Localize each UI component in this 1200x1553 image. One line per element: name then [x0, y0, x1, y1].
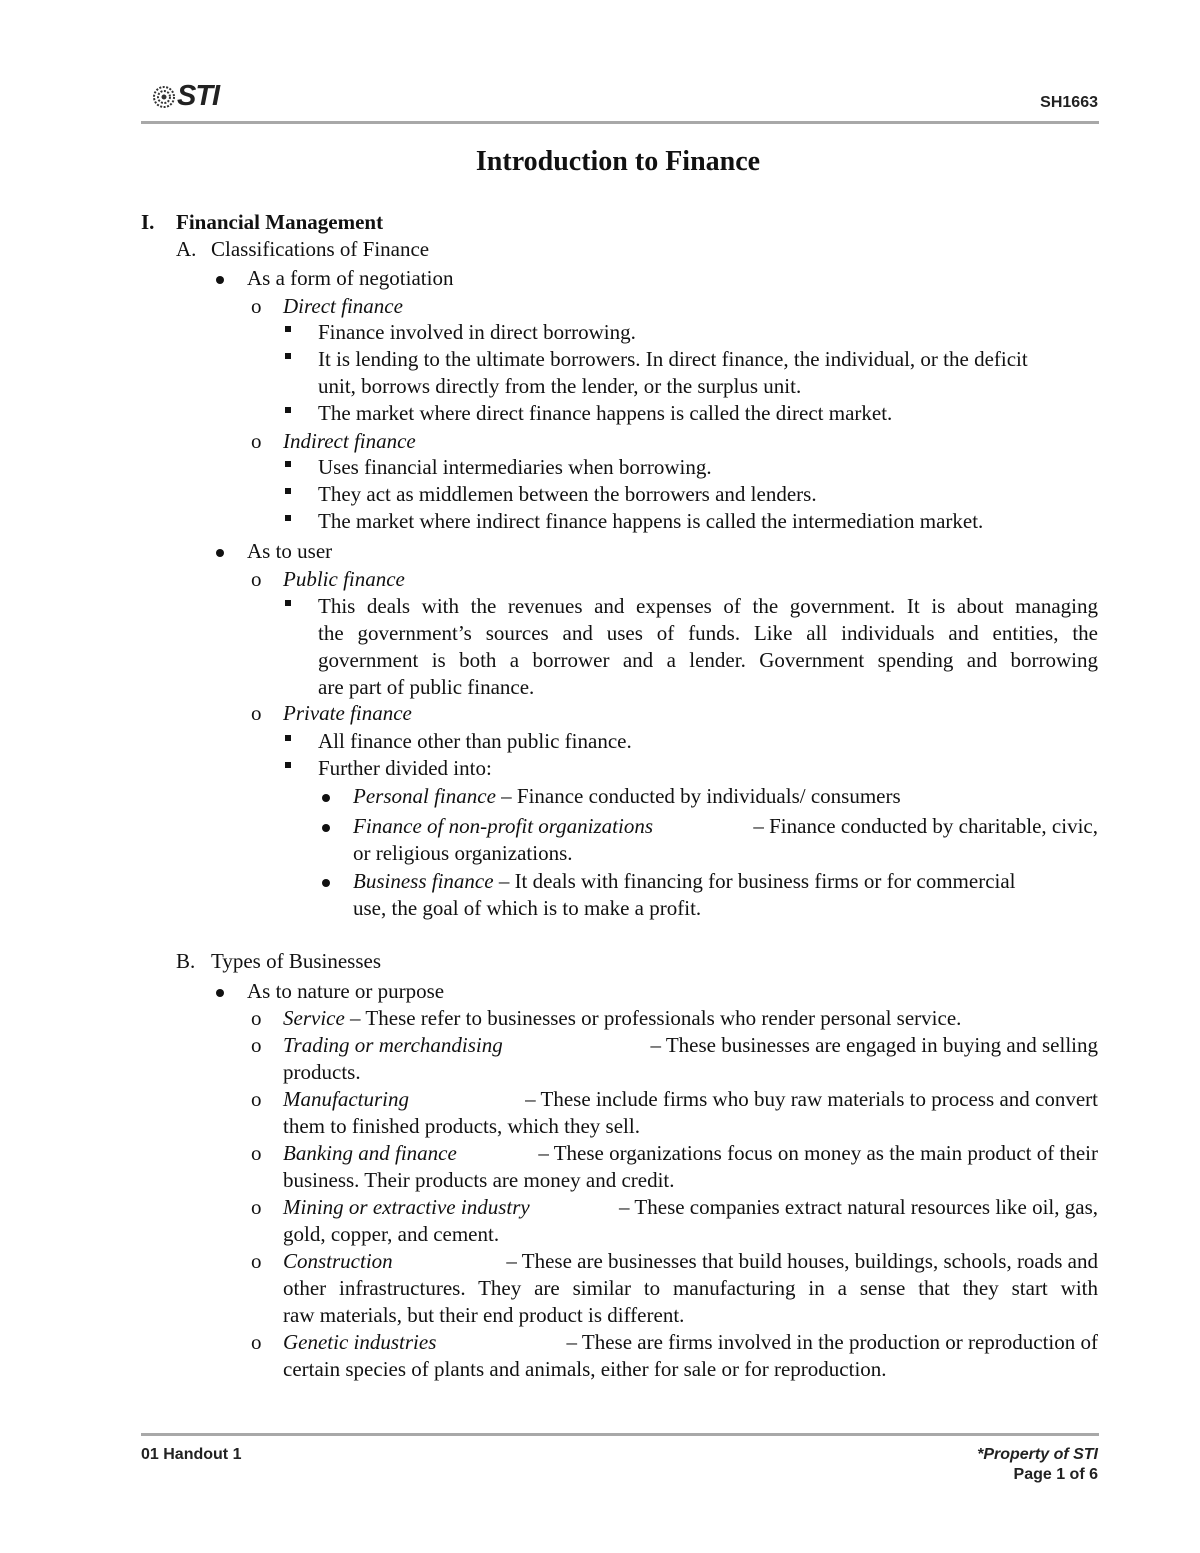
bullet-circle: o — [251, 1033, 262, 1057]
bullet-circle: o — [251, 1141, 262, 1165]
bullet-square — [285, 488, 291, 494]
list-item: All finance other than public finance. — [318, 729, 632, 753]
subsection-label: B. — [176, 949, 196, 973]
definition-text: – These are firms involved in the production or reproduction of — [566, 1330, 1098, 1354]
list-item-cont: or religious organizations. — [353, 841, 573, 865]
list-item-cont: gold, copper, and cement. — [283, 1222, 500, 1246]
subsection-label: A. — [176, 237, 197, 261]
term-manufacturing: Manufacturing — [283, 1087, 409, 1111]
bullet-circle: o — [251, 1006, 262, 1030]
sti-logo — [152, 80, 219, 113]
definition-text: – These include firms who buy raw materials to process and convert — [525, 1087, 1098, 1111]
term-direct-finance: Direct finance — [283, 294, 403, 318]
definition-text: – These businesses are engaged in buying and selling — [650, 1033, 1098, 1057]
term-trading: Trading or merchandising — [283, 1033, 503, 1057]
paragraph-line: are part of public finance. — [318, 675, 535, 699]
list-item: The market where indirect finance happens is called the intermediation market. — [318, 509, 984, 533]
handout-label: 01 Handout 1 — [141, 1446, 242, 1463]
bullet-square — [285, 600, 291, 606]
list-item-cont: them to finished products, which they sell. — [283, 1114, 640, 1138]
list-item: As to nature or purpose — [247, 979, 445, 1003]
globe-icon — [152, 85, 176, 109]
bullet-circle: o — [251, 1195, 262, 1219]
subsection-heading: Classifications of Finance — [211, 237, 430, 261]
list-item-cont: certain species of plants and animals, either for sale or for reproduction. — [283, 1357, 887, 1381]
bullet-dot — [216, 549, 224, 557]
bullet-circle: o — [251, 1330, 262, 1354]
definition-text: – These refer to businesses or professionals who render personal service. — [344, 1006, 962, 1030]
bullet-square — [285, 762, 291, 768]
bullet-dot — [322, 824, 330, 832]
section-heading: Financial Management — [176, 210, 384, 234]
list-item: It is lending to the ultimate borrowers. In direct finance, the individual, or the deficit — [318, 347, 1028, 371]
definition-text: – Finance conducted by charitable, civic, — [753, 814, 1098, 838]
logo-text: STI — [177, 80, 220, 112]
list-item — [283, 1086, 1098, 1113]
definition-text: – Finance conducted by individuals/ consumers — [495, 784, 901, 808]
definition-text: – These companies extract natural resources like oil, gas, — [619, 1195, 1098, 1219]
list-item-cont: business. Their products are money and credit. — [283, 1168, 675, 1192]
list-item — [353, 868, 1016, 895]
bullet-circle: o — [251, 1249, 262, 1273]
bullet-square — [285, 515, 291, 521]
subsection-heading: Types of Businesses — [211, 949, 382, 973]
bullet-square — [285, 407, 291, 413]
definition-text: – These organizations focus on money as the main product of their — [538, 1141, 1098, 1165]
list-item-cont: products. — [283, 1060, 361, 1084]
list-item — [353, 783, 901, 810]
definition-text: – These are businesses that build houses, buildings, schools, roads and — [506, 1249, 1098, 1273]
footer-divider — [141, 1433, 1099, 1436]
list-item — [353, 813, 1098, 840]
doc-code: SH1663 — [1040, 94, 1098, 111]
term-personal-finance: Personal finance — [353, 784, 496, 808]
bullet-dot — [216, 989, 224, 997]
list-item: Finance involved in direct borrowing. — [318, 320, 636, 344]
list-item-cont: raw materials, but their end product is different. — [283, 1303, 685, 1327]
list-item: As to user — [247, 539, 333, 563]
bullet-square — [285, 353, 291, 359]
definition-text: – It deals with financing for business firms or for commercial — [493, 869, 1016, 893]
term-nonprofit-finance: Finance of non-profit organizations — [353, 814, 654, 838]
list-item — [283, 1248, 1098, 1275]
list-item-cont: unit, borrows directly from the lender, or the surplus unit. — [318, 374, 802, 398]
term-mining: Mining or extractive industry — [283, 1195, 530, 1219]
list-item: Uses financial intermediaries when borrowing. — [318, 455, 712, 479]
list-item — [283, 1140, 1098, 1167]
bullet-circle: o — [251, 701, 262, 725]
bullet-square — [285, 326, 291, 332]
list-item — [283, 1194, 1098, 1221]
list-item-cont: use, the goal of which is to make a profit. — [353, 896, 702, 920]
bullet-dot — [216, 276, 224, 284]
bullet-circle: o — [251, 1087, 262, 1111]
term-indirect-finance: Indirect finance — [283, 429, 416, 453]
term-private-finance: Private finance — [283, 701, 412, 725]
paragraph-line: the government’s sources and uses of funds. Like all individuals and entities, the — [318, 621, 1098, 645]
paragraph-line: government is both a borrower and a lender. Government spending and borrowing — [318, 648, 1098, 672]
bullet-dot — [322, 794, 330, 802]
bullet-circle: o — [251, 294, 262, 318]
list-item: As a form of negotiation — [247, 266, 454, 290]
list-item-cont: other infrastructures. They are similar to manufacturing in a sense that they start with — [283, 1276, 1098, 1300]
bullet-square — [285, 461, 291, 467]
term-genetic: Genetic industries — [283, 1330, 437, 1354]
bullet-circle: o — [251, 567, 262, 591]
bullet-circle: o — [251, 429, 262, 453]
term-public-finance: Public finance — [283, 567, 405, 591]
list-item: They act as middlemen between the borrowers and lenders. — [318, 482, 817, 506]
bullet-dot — [322, 879, 330, 887]
list-item — [283, 1032, 1098, 1059]
bullet-square — [285, 735, 291, 741]
list-item — [283, 1005, 961, 1032]
paragraph-line: This deals with the revenues and expenses of the government. It is about managing — [318, 594, 1098, 618]
term-business-finance: Business finance — [353, 869, 494, 893]
term-banking: Banking and finance — [283, 1141, 457, 1165]
page-number: Page 1 of 6 — [1013, 1466, 1098, 1483]
list-item — [283, 1329, 1098, 1356]
list-item: The market where direct finance happens is called the direct market. — [318, 401, 893, 425]
section-number: I. — [141, 210, 155, 234]
term-construction: Construction — [283, 1249, 393, 1273]
page-title: Introduction to Finance — [475, 146, 761, 177]
property-label: *Property of STI — [977, 1446, 1098, 1463]
term-service: Service — [283, 1006, 345, 1030]
list-item: Further divided into: — [318, 756, 492, 780]
header-divider — [141, 121, 1099, 124]
